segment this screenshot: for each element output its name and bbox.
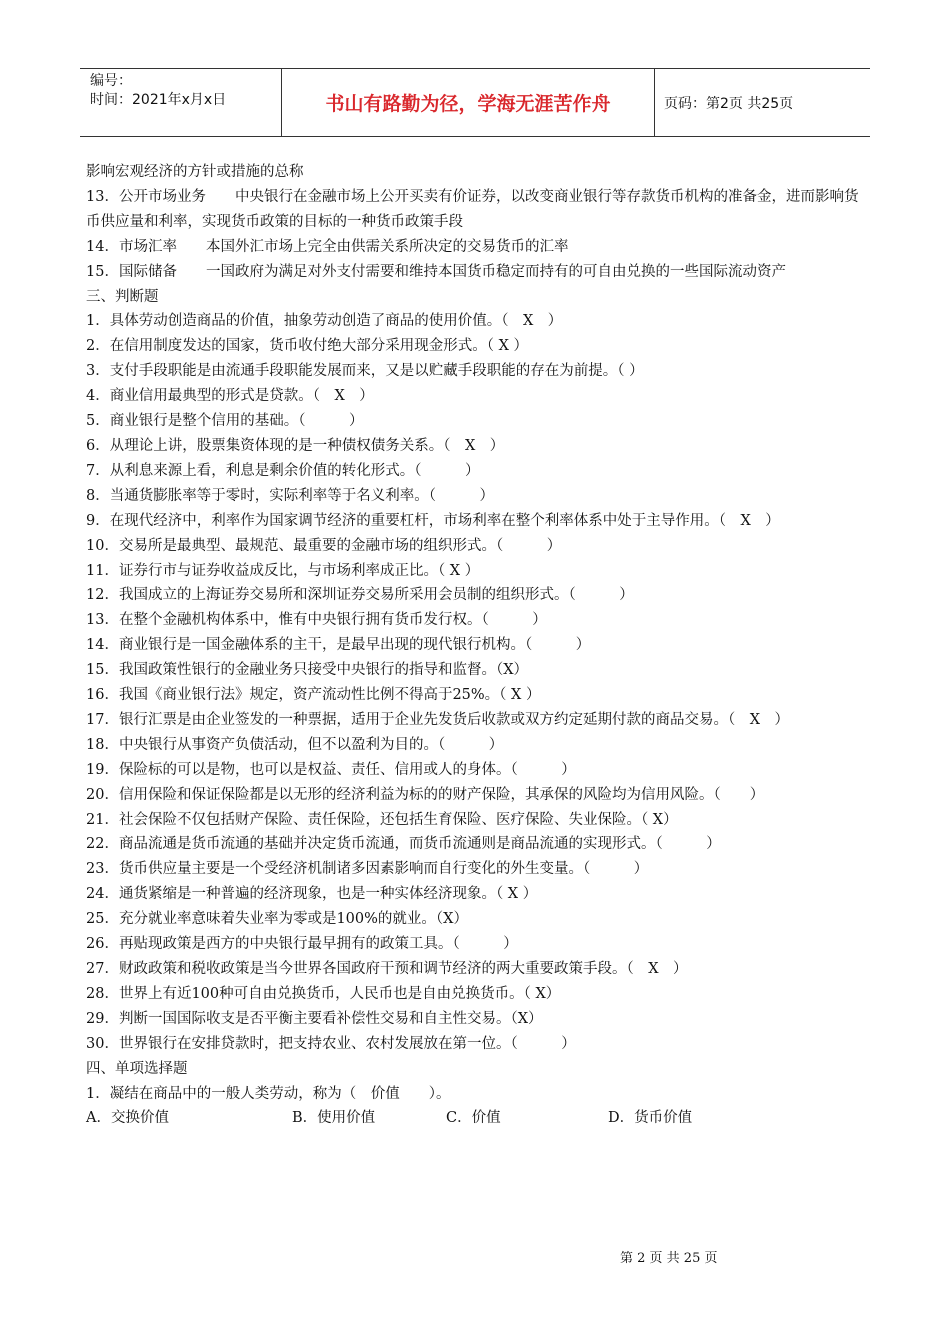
question-item: 13．在整个金融机构体系中，惟有中央银行拥有货币发行权。（ ） — [86, 612, 547, 629]
question-item: 15．我国政策性银行的金融业务只接受中央银行的指导和监督。（X） — [86, 662, 529, 679]
question-item: 22．商品流通是货币流通的基础并决定货币流通，而货币流通则是商品流通的实现形式。（ ） — [86, 836, 721, 853]
question-item: 12．我国成立的上海证券交易所和深圳证券交易所采用会员制的组织形式。（ ） — [86, 587, 634, 604]
text-line: 影响宏观经济的方针或措施的总称 — [86, 164, 304, 180]
choice-a: A．交换价值 — [86, 1110, 169, 1127]
text-line: 13．公开市场业务 中央银行在金融市场上公开买卖有价证券，以改变商业银行等存款货币机构的准备金，进而影响货币供应量和利率，实现货币政策的目标的一种货币政策手段 — [86, 188, 859, 230]
question-item: 16．我国《商业银行法》规定，资产流动性比例不得高于25%。（ X ） — [86, 687, 541, 704]
question-item: 20．信用保险和保证保险都是以无形的经济利益为标的的财产保险，其承保的风险均为信用风险。（ ） — [86, 786, 765, 803]
page-number-label: 页码：第2页 共25页 — [664, 95, 794, 112]
question-item: 30．世界银行在安排贷款时，把支持农业、农村发展放在第一位。（ ） — [86, 1035, 576, 1052]
question-item: 2．在信用制度发达的国家，货币收付绝大部分采用现金形式。（ X ） — [86, 338, 529, 355]
question-item: 1．具体劳动创造商品的价值，抽象劳动创造了商品的使用价值。（ X ） — [86, 313, 563, 330]
question-item: 28．世界上有近100种可自由兑换货币，人民币也是自由兑换货币。（ X） — [86, 985, 561, 1002]
question-item: 29．判断一国国际收支是否平衡主要看补偿性交易和自主性交易。（X） — [86, 1010, 543, 1027]
question-item: 1．凝结在商品中的一般人类劳动，称为（ 价值 ）。 — [86, 1085, 451, 1102]
question-item: 9．在现代经济中，利率作为国家调节经济的重要杠杆，市场利率在整个利率体系中处于主导作用。（ X ） — [86, 512, 780, 529]
question-item: 8．当通货膨胀率等于零时，实际利率等于名义利率。（ ） — [86, 487, 494, 504]
question-item: 6．从理论上讲，股票集资体现的是一种债权债务关系。（ X ） — [86, 437, 505, 454]
document-body — [86, 160, 868, 1131]
date-label: 时间：2021年x月x日 — [90, 92, 227, 108]
page-header — [80, 68, 870, 137]
question-item: 5．商业银行是整个信用的基础。（ ） — [86, 413, 364, 430]
number-label: 编号： — [90, 73, 132, 89]
question-item: 25．充分就业率意味着失业率为零或是100%的就业。（X） — [86, 911, 468, 928]
section-heading: 四、单项选择题 — [86, 1060, 188, 1077]
question-item: 7．从利息来源上看，利息是剩余价值的转化形式。（ ） — [86, 462, 480, 479]
question-item: 24．通货紧缩是一种普遍的经济现象，也是一种实体经济现象。（ X ） — [86, 886, 538, 903]
answer-choices — [86, 1106, 868, 1131]
choice-b: B．使用价值 — [292, 1110, 376, 1127]
question-item: 23．货币供应量主要是一个受经济机制诸多因素影响而自行变化的外生变量。（ ） — [86, 861, 649, 878]
question-item: 26．再贴现政策是西方的中央银行最早拥有的政策工具。（ ） — [86, 936, 518, 953]
question-item: 3．支付手段职能是由流通手段职能发展而来，又是以贮藏手段职能的存在为前提。（ ） — [86, 363, 644, 380]
question-item: 11．证券行市与证券收益成反比，与市场利率成正比。（ X ） — [86, 562, 480, 579]
motto: 书山有路勤为径，学海无涯苦作舟 — [282, 69, 655, 136]
question-item: 17．银行汇票是由企业签发的一种票据，适用于企业先发货后收款或双方约定延期付款的商品交易。（ X ） — [86, 711, 790, 728]
section-heading: 三、判断题 — [86, 288, 159, 305]
question-item: 21．社会保险不仅包括财产保险、责任保险，还包括生育保险、医疗保险、失业保险。（ X） — [86, 811, 678, 828]
text-line: 14．市场汇率 本国外汇市场上完全由供需关系所决定的交易货币的汇率 — [86, 238, 569, 255]
page-footer: 第 2 页 共 25 页 — [620, 1251, 718, 1266]
question-item: 14．商业银行是一国金融体系的主干，是最早出现的现代银行机构。（ ） — [86, 637, 591, 654]
choice-c: C．价值 — [446, 1110, 501, 1127]
choice-d: D．货币价值 — [608, 1110, 693, 1127]
text-line: 15．国际储备 一国政府为满足对外支付需要和维持本国货币稳定而持有的可自由兑换的一些国际流动资产 — [86, 263, 786, 280]
question-item: 19．保险标的可以是物，也可以是权益、责任、信用或人的身体。（ ） — [86, 761, 576, 778]
question-item: 4．商业信用最典型的形式是贷款。（ X ） — [86, 388, 374, 405]
question-item: 18．中央银行从事资产负债活动，但不以盈利为目的。（ ） — [86, 736, 504, 753]
question-item: 27．财政政策和税收政策是当今世界各国政府干预和调节经济的两大重要政策手段。（ X ） — [86, 961, 688, 977]
question-item: 10．交易所是最典型、最规范、最重要的金融市场的组织形式。（ ） — [86, 537, 562, 554]
header-left-cell — [80, 69, 282, 136]
